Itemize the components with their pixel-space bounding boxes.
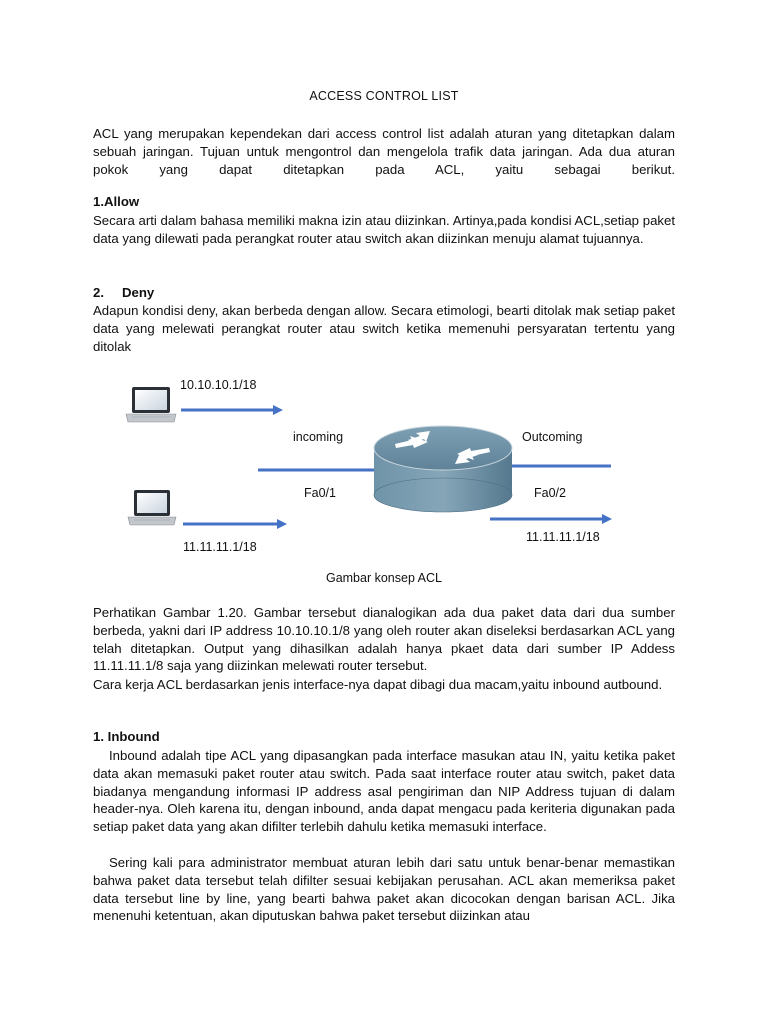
inbound-paragraph-1: Inbound adalah tipe ACL yang dipasangkan pada interface masukan atau IN, yaitu ketika paket data akan memasuki paket router atau switch. Pada saat interface router atau switch, paket data biadanya mengandung informasi IP address asal pengiriman dan NIP Address tujuan di dalam header-nya. Oleh karena itu, dengan inbound, anda dapat mengacu pada keriteria digunakan pada setiap paket data yang akan difilter terlebih dahulu ketika memasuki interface.	[93, 748, 675, 835]
incoming-label: incoming	[293, 430, 344, 444]
intro-paragraph: ACL yang merupakan kependekan dari access control list adalah aturan yang ditetapkan dalam sebuah jaringan. Tujuan untuk mengontrol dan mengelola trafik data jaringan. Ada dua aturan pokok yang dapat ditetapkan pada ACL, yaitu sebagai berikut.	[93, 126, 675, 177]
inbound-heading: 1. Inbound	[93, 729, 160, 744]
laptop-top-icon	[126, 387, 176, 422]
ip-bottom-right-label: 11.11.11.1/18	[526, 530, 600, 544]
diagram-caption: Gambar konsep ACL	[325, 571, 443, 585]
ip-bottom-left-label: 11.11.11.1/18	[183, 540, 257, 554]
ip-top-label: 10.10.10.1/18	[180, 378, 257, 392]
router-icon	[374, 426, 512, 512]
outcoming-label: Outcoming	[522, 430, 583, 444]
allow-heading: 1.Allow	[93, 194, 140, 209]
allow-paragraph: Secara arti dalam bahasa memiliki makna izin atau diizinkan. Artinya,pada kondisi ACL,setiap paket data yang dilewati pada perangkat router atau switch akan diizinkan menuju alamat tujuannya.	[93, 213, 675, 246]
explain-paragraph: Perhatikan Gambar 1.20. Gambar tersebut dianalogikan ada dua paket data dari dua sumber berbeda, yakni dari IP address 10.10.10.1/8 yang oleh router akan diseleksi berdasarkan ACL yang telah ditetapkan. Output yang dihasilkan adalah hanya pkaet data dari sumber IP Addess 11.11.11.1/8 saja yang diizinkan melewati router tersebut.	[93, 605, 675, 674]
fa-in-label: Fa0/1	[304, 486, 336, 500]
deny-number: 2.	[93, 285, 104, 300]
deny-paragraph: Adapun kondisi deny, akan berbeda dengan allow. Secara etimologi, bearti ditolak mak setiap paket data yang melewati perangkat router atau switch ketika memenuhi persyaratan tertentu yang ditolak	[93, 303, 675, 354]
howto-paragraph: Cara kerja ACL berdasarkan jenis interface-nya dapat dibagi dua macam,yaitu inbound autbound.	[93, 677, 663, 692]
inbound-paragraph-2: Sering kali para administrator membuat aturan lebih dari satu untuk benar-benar memastikan bahwa paket data tersebut telah difilter sesuai kebijakan perusahan. ACL akan memeriksa paket data tersebut line by line, yang bearti bahwa paket akan dicocokan dengan barisan ACL. Jika menenuhi ketentuan, akan diputuskan bahwa paket tersebut diizinkan atau	[93, 855, 675, 924]
deny-title: Deny	[122, 285, 155, 300]
document-title: ACCESS CONTROL LIST	[309, 89, 459, 103]
laptop-bottom-icon	[128, 490, 176, 525]
fa-out-label: Fa0/2	[534, 486, 566, 500]
